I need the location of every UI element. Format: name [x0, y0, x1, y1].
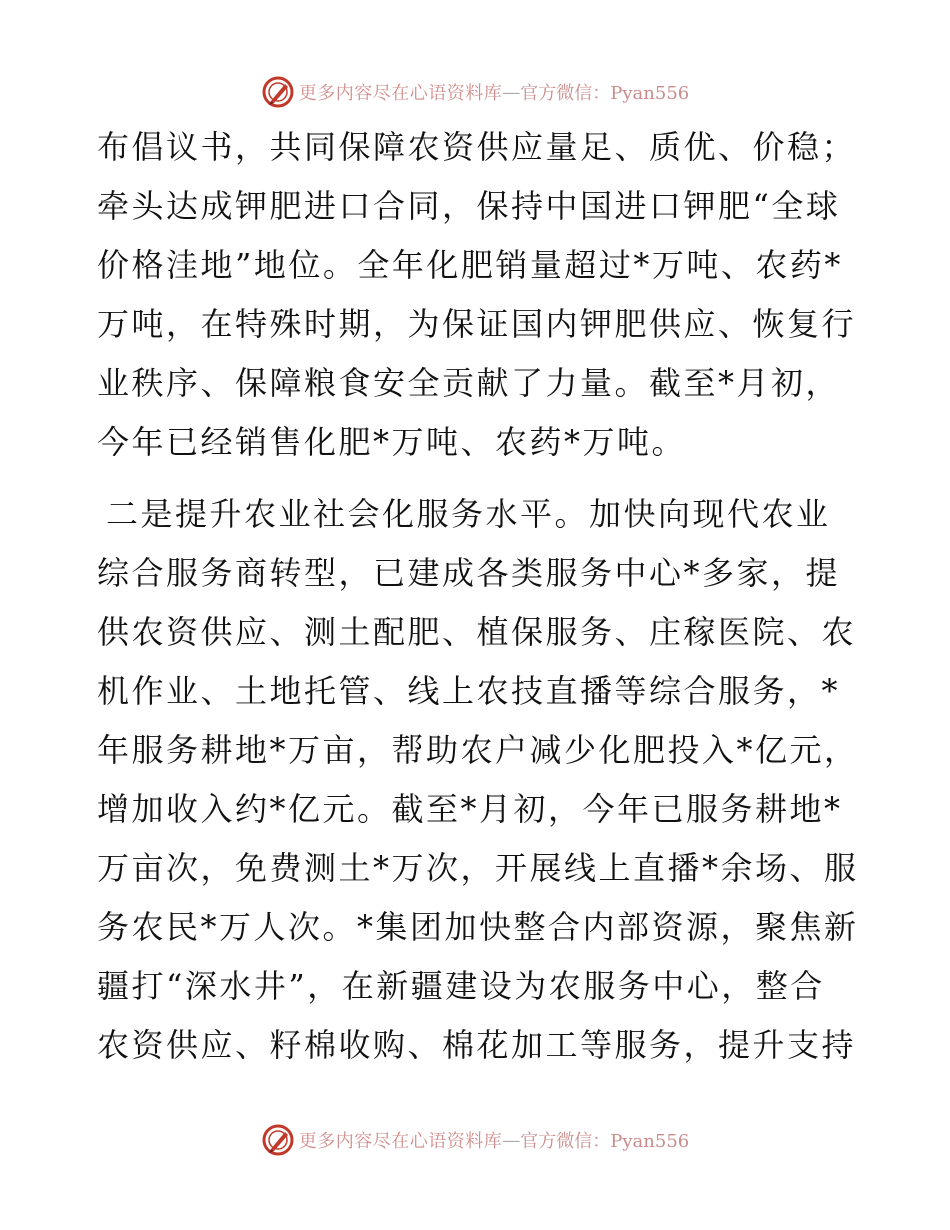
document-body	[97, 118, 857, 1075]
paragraph-2	[97, 485, 857, 1075]
text-line: 价格洼地”地位。全年化肥销量超过*万吨、农药*	[97, 246, 843, 284]
text-line: 今年已经销售化肥*万吨、农药*万吨。	[97, 423, 687, 461]
text-line: 业秩序、保障粮食安全贡献了力量。截至*月初，	[97, 364, 841, 402]
watermark-text: 更多内容尽在心语资料库	[298, 1131, 503, 1152]
watermark-text: 更多内容尽在心语资料库	[298, 83, 503, 104]
footer-watermark	[0, 1120, 950, 1160]
text-line: 万吨，在特殊时期，为保证国内钾肥供应、恢复行	[97, 305, 857, 343]
text-line: 务农民*万人次。*集团加快整合内部资源，聚焦新	[97, 908, 859, 946]
watermark-contact: 官方微信：Pyan556	[520, 1131, 690, 1152]
watermark-separator: —	[502, 1129, 521, 1151]
text-line: 综合服务商转型，已建成各类服务中心*多家，提	[97, 554, 841, 592]
text-line: 布倡议书，共同保障农资供应量足、质优、价稳；	[97, 128, 857, 166]
text-line: 疆打“深水井”，在新疆建设为农服务中心，整合	[97, 967, 825, 1005]
text-line: 增加收入约*亿元。截至*月初，今年已服务耕地*	[97, 790, 843, 828]
watermark-separator: —	[502, 81, 521, 103]
paragraph-1	[97, 118, 857, 472]
pen-logo-icon	[261, 1123, 295, 1157]
text-line: 二是提升农业社会化服务水平。加快向现代农业	[106, 495, 831, 533]
text-line: 万亩次，免费测土*万次，开展线上直播*余场、服	[97, 849, 859, 887]
text-line: 供农资供应、测土配肥、植保服务、庄稼医院、农	[97, 613, 857, 651]
header-watermark	[0, 72, 950, 112]
text-line: 年服务耕地*万亩，帮助农户减少化肥投入*亿元，	[97, 731, 859, 769]
watermark-contact: 官方微信：Pyan556	[520, 83, 690, 104]
pen-logo-icon	[261, 75, 295, 109]
paragraph-gap	[97, 472, 857, 485]
text-line: 农资供应、籽棉收购、棉花加工等服务，提升支持	[97, 1026, 857, 1064]
text-line: 牵头达成钾肥进口合同，保持中国进口钾肥“全球	[97, 187, 841, 225]
text-line: 机作业、土地托管、线上农技直播等综合服务，*	[97, 672, 841, 710]
